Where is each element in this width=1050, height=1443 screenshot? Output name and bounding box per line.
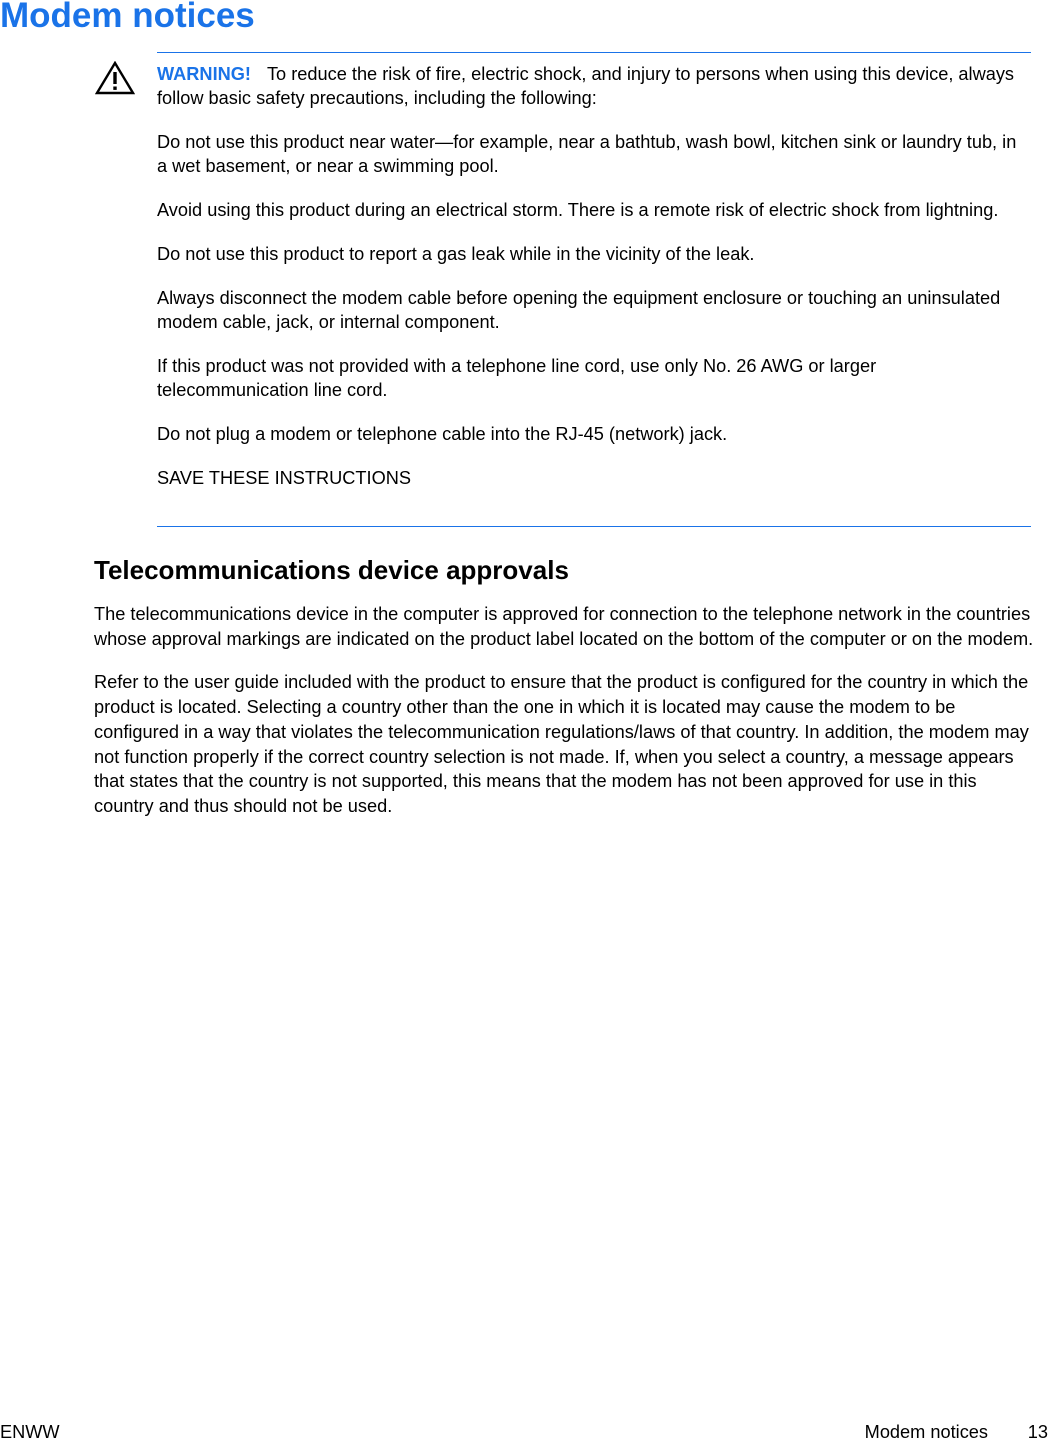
warning-intro: [157, 62, 1031, 110]
footer-page-number: 13: [1027, 1422, 1048, 1442]
warning-box: [157, 52, 1031, 527]
warning-item-storm: Avoid using this product during an electrical storm. There is a remote risk of electric shock from lightning.: [157, 200, 999, 220]
warning-intro-text: To reduce the risk of fire, electric shock, and injury to persons when using this device, always follow basic safety precautions, including the following:: [157, 64, 1015, 108]
telecom-paragraph-country: Refer to the user guide included with the product to ensure that the product is configured for the country in which the product is located. Selecting a country other than the one in which it is located may cause the modem to be configured in a way that violates the telecommunication regulations/laws of that country. In addition, the modem may not function properly if the correct country selection is not made. If, when you select a country, a message appears that states that the country is not supported, this means that the modem has not been approved for use in this country and thus should not be used.: [94, 672, 1029, 816]
warning-item-gas-leak: Do not use this product to report a gas leak while in the vicinity of the leak.: [157, 244, 755, 264]
warning-item-rj45: Do not plug a modem or telephone cable into the RJ-45 (network) jack.: [157, 424, 728, 444]
footer-locale: ENWW: [0, 1422, 60, 1442]
warning-item-disconnect: Always disconnect the modem cable before opening the equipment enclosure or touching an uninsulated modem cable, jack, or internal component.: [157, 288, 1001, 332]
footer-section-title: Modem notices: [864, 1422, 988, 1442]
telecom-paragraph-approval: The telecommunications device in the computer is approved for connection to the telephone network in the countries whose approval markings are indicated on the product label located on the bottom of the computer or on the modem.: [94, 604, 1034, 649]
warning-item-line-cord: If this product was not provided with a telephone line cord, use only No. 26 AWG or larger telecommunication line cord.: [157, 356, 877, 400]
telecom-body: [94, 602, 1034, 838]
warning-label: WARNING!: [157, 64, 251, 84]
section-heading-telecom: Telecommunications device approvals: [94, 555, 569, 585]
warning-item-water: Do not use this product near water—for example, near a bathtub, wash bowl, kitchen sink or laundry tub, in a wet basement, or near a swimming pool.: [157, 132, 1017, 176]
warning-item-save-instructions: SAVE THESE INSTRUCTIONS: [157, 468, 411, 488]
page-title: Modem notices: [0, 0, 255, 35]
warning-triangle-icon: [95, 61, 135, 95]
